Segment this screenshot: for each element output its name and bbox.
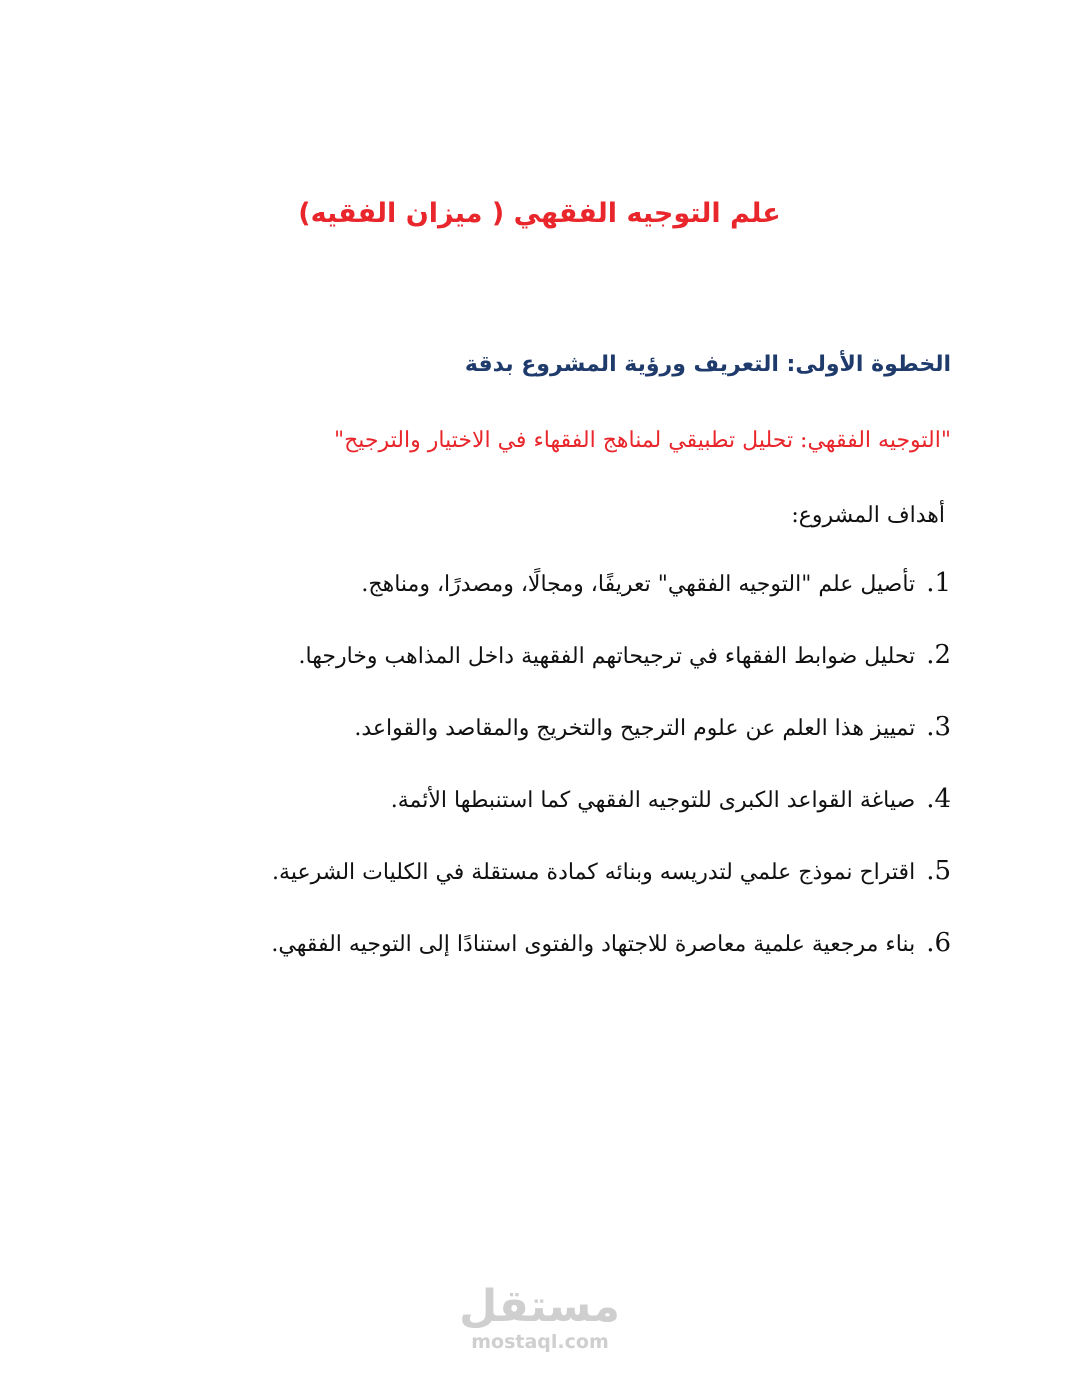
goal-item xyxy=(271,640,951,712)
goal-number: 3. xyxy=(926,712,951,742)
goal-text: صياغة القواعد الكبرى للتوجيه الفقهي كما استنبطها الأئمة. xyxy=(390,788,916,813)
goal-item xyxy=(271,928,951,1000)
goal-item xyxy=(271,568,951,640)
goal-text: تأصيل علم "التوجيه الفقهي" تعريفًا، ومجالًا، ومصدرًا، ومناهج. xyxy=(361,572,916,597)
goal-number: 1. xyxy=(926,568,951,598)
goal-item xyxy=(271,712,951,784)
goal-text: اقتراح نموذج علمي لتدريسه وبنائه كمادة مستقلة في الكليات الشرعية. xyxy=(272,860,916,885)
goal-number: 2. xyxy=(926,640,951,670)
goal-item xyxy=(271,856,951,928)
watermark-logo: مستقل xyxy=(459,1281,620,1332)
document-title: علم التوجيه الفقهي ( ميزان الفقيه) xyxy=(298,198,781,229)
step-heading: الخطوة الأولى: التعريف ورؤية المشروع بدقة xyxy=(464,352,951,377)
goals-heading: أهداف المشروع: xyxy=(791,503,945,528)
watermark-url: mostaql.com xyxy=(471,1331,609,1353)
goal-number: 4. xyxy=(926,784,951,814)
goal-item xyxy=(271,784,951,856)
mostaql-watermark xyxy=(460,1282,620,1352)
goal-text: تمييز هذا العلم عن علوم الترجيح والتخريج والمقاصد والقواعد. xyxy=(354,716,916,741)
goal-number: 5. xyxy=(926,856,951,886)
project-quote: "التوجيه الفقهي: تحليل تطبيقي لمناهج الفقهاء في الاختيار والترجيح" xyxy=(333,428,951,453)
goal-text: تحليل ضوابط الفقهاء في ترجيحاتهم الفقهية داخل المذاهب وخارجها. xyxy=(298,644,916,669)
goal-text: بناء مرجعية علمية معاصرة للاجتهاد والفتوى استنادًا إلى التوجيه الفقهي. xyxy=(271,932,916,957)
goal-number: 6. xyxy=(926,928,951,958)
goals-list xyxy=(271,568,951,1000)
